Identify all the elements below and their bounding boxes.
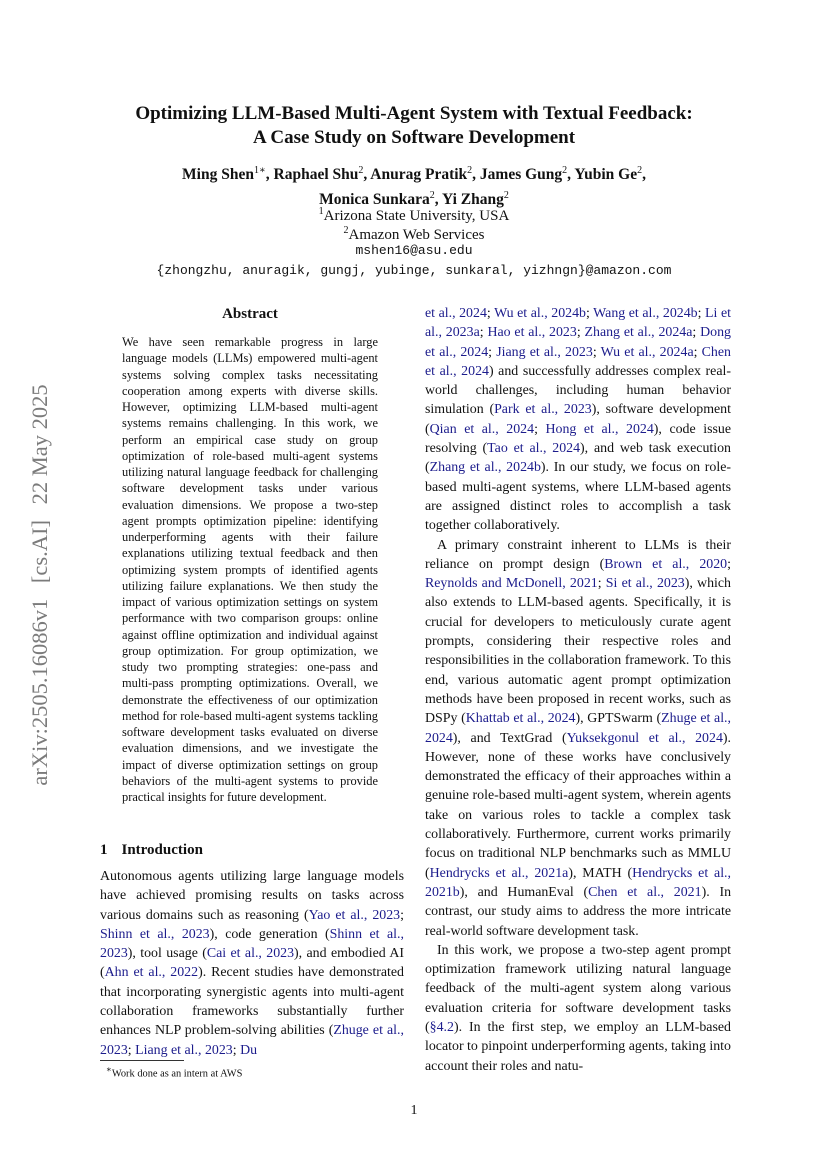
citation-link[interactable]: Yuksekgonul et al., 2024 xyxy=(566,730,723,746)
body-text: ; xyxy=(488,344,497,360)
body-text: ), tool usage ( xyxy=(127,946,207,962)
citation-link[interactable]: Wu et al., 2024a xyxy=(600,344,694,360)
abstract-body: We have seen remarkable progress in large language models (LLMs) empowered multi-agent systems solving complex tasks necessitating cooperation among experts with diverse skills. However, optimizing LLM-based multi-agent systems remains challenging. In this work, we perform an empirical case study on group optimization of role-based multi-agent systems utilizing natural language feedback for challenging software development tasks under various evaluation dimensions. We propose a two-step agent prompts optimization pipeline: identifying underperforming agents with their failure explanations utilizing textual feedback and then optimizing system prompts of identified agents utilizing failure explanations. We then study the impact of various optimization settings on system performance with two comparison groups: online against offline optimization and individual against group optimization. For group optimization, we study two prompting strategies: one-pass and multi-pass prompting optimizations. Overall, we demonstrate the effectiveness of our optimization method for role-based multi-agent systems tackling software development tasks evaluated on diverse evaluation dimensions, and we investigate the impact of diverse optimization settings on group behaviors of the multi-agent systems to provide practical insights for future development. xyxy=(122,335,378,804)
body-text: ), GPTSwarm ( xyxy=(575,711,662,727)
body-text: ; xyxy=(727,556,731,572)
author-name: Ming Shen xyxy=(182,166,254,184)
author-name: Monica Sunkara xyxy=(319,191,430,209)
page-number: 1 xyxy=(410,1103,418,1118)
body-text: ; xyxy=(127,1042,136,1058)
author-affil-mark: 2 xyxy=(429,190,435,202)
author-name: Yi Zhang xyxy=(441,191,504,209)
body-text: ), and web task execution ( xyxy=(425,441,731,476)
citation-link[interactable]: et al., 2024 xyxy=(425,306,487,321)
author-affil-mark: 2 xyxy=(637,165,643,176)
body-text: ; xyxy=(479,325,488,341)
citation-link[interactable]: Zhuge et al., 2024 xyxy=(425,711,731,746)
body-text: ), and HumanEval ( xyxy=(459,884,589,900)
section-number: 1 xyxy=(100,842,108,858)
citation-link[interactable]: Tao et al., 2024 xyxy=(487,441,581,457)
citation-link[interactable]: Hendrycks et al., 2021b xyxy=(425,865,731,900)
citation-link[interactable]: Shinn et al., 2023 xyxy=(100,926,404,962)
author-affil-mark: 2 xyxy=(503,190,509,202)
body-text: ; xyxy=(592,344,601,360)
citation-link[interactable]: Dong et al., 2024 xyxy=(425,325,731,360)
author-name: Raphael Shu xyxy=(273,166,359,184)
author-name: James Gung xyxy=(479,166,563,184)
affiliation-mark: 2 xyxy=(343,225,349,236)
citation-link[interactable]: Reynolds and McDonell, 2021 xyxy=(425,576,598,592)
body-text: ; xyxy=(232,1042,241,1058)
body-text: ). In the first step, we employ an LLM-based locator to pinpoint underperforming agents, taking into account their roles and natu- xyxy=(425,1019,731,1074)
author-line-2: Monica Sunkara$^2$, Yi Zhang$^2$ xyxy=(319,190,509,209)
citation-link[interactable]: Wang et al., 2024b xyxy=(593,306,698,321)
body-text: ; xyxy=(576,325,585,341)
body-text: ). Recent studies have demonstrated that incorporating synergistic agents into multi-agent collaboration frameworks substantially further enhances NLP problem-solving abilities ( xyxy=(100,965,404,1039)
affiliation-name: Arizona State University, USA xyxy=(323,208,510,224)
footnote-divider xyxy=(100,1060,184,1061)
author-affil-mark: 2 xyxy=(562,165,568,176)
citation-link[interactable]: Zhang et al., 2024a xyxy=(584,325,693,341)
paper-title xyxy=(60,102,768,150)
author-affil-mark: 1∗ xyxy=(253,165,266,176)
body-text: ), code issue resolving ( xyxy=(425,421,731,457)
intro-paragraph-2 xyxy=(425,536,731,941)
citation-link[interactable]: Cai et al., 2023 xyxy=(206,946,295,962)
abstract-heading: Abstract xyxy=(222,306,278,322)
arxiv-identifier xyxy=(26,305,54,865)
citation-link[interactable]: Si et al., 2023 xyxy=(605,576,685,592)
intro-right-column xyxy=(425,304,731,1076)
citation-link[interactable]: Wu et al., 2024b xyxy=(494,306,586,321)
footnote-text: Work done as an intern at AWS xyxy=(111,1068,243,1080)
citation-link[interactable]: Shinn et al., 2023 xyxy=(100,926,210,942)
section-heading-introduction xyxy=(100,842,203,859)
title-line-1: Optimizing LLM-Based Multi-Agent System with Textual Feedback: xyxy=(135,103,693,124)
author-affil-mark: 2 xyxy=(467,165,473,176)
citation-link[interactable]: Brown et al., 2020 xyxy=(604,556,728,572)
citation-link[interactable]: Yao et al., 2023 xyxy=(308,907,401,923)
citation-link[interactable]: Zhuge et al., 2023 xyxy=(100,1023,404,1058)
citation-link[interactable]: Jiang et al., 2023 xyxy=(496,344,593,360)
citation-link[interactable]: Chen et al., 2021 xyxy=(588,884,702,900)
body-text: A primary constraint inherent to LLMs is their reliance on prompt design ( xyxy=(425,537,731,572)
citation-link[interactable]: Li et al., 2023a xyxy=(425,306,731,341)
email-1: mshen16@asu.edu xyxy=(355,243,473,258)
body-text: In this work, we propose a two-step agent prompt optimization framework utilizing natural language feedback of the multi-agent system along various evaluation criteria for software development tasks ( xyxy=(425,942,731,1035)
email-2: {zhongzhu, anuragik, gungj, yubinge, sunkaral, yizhngn}@amazon.com xyxy=(156,263,672,278)
citation-link[interactable]: Hendrycks et al., 2021a xyxy=(429,865,569,881)
body-text: ), MATH ( xyxy=(568,865,633,881)
body-text: ), code generation ( xyxy=(209,926,330,942)
citation-link[interactable]: Chen et al., 2024 xyxy=(425,344,731,379)
citation-link[interactable]: Khattab et al., 2024 xyxy=(465,711,576,727)
body-text: ). In our study, we focus on role-based multi-agent systems, where LLM-based agents are assigned distinct roles to accomplish a task together collaboratively. xyxy=(425,460,731,534)
body-text: ; xyxy=(486,306,495,321)
affiliation-mark: 1 xyxy=(318,206,324,217)
section-reference-link[interactable]: §4.2 xyxy=(429,1019,454,1035)
body-text: ), software development ( xyxy=(425,402,731,437)
citation-link[interactable]: Zhang et al., 2024b xyxy=(429,460,541,476)
citation-link[interactable]: Hao et al., 2023 xyxy=(487,325,577,341)
intro-paragraph-3 xyxy=(425,941,731,1076)
citation-link[interactable]: Qian et al., 2024 xyxy=(429,421,535,437)
citation-link[interactable]: Liang et al., 2023 xyxy=(135,1042,233,1058)
section-title: Introduction xyxy=(121,842,203,858)
arxiv-id: arXiv:2505.16086v1 xyxy=(27,598,52,786)
author-name: Yubin Ge xyxy=(574,166,638,184)
body-text: ). However, none of these works have conclusively demonstrated the efficacy of their approaches within a genuine role-based multi-agent system, wherein agents take on various roles to tackle a complex task collaboratively. Furthermore, current works primarily focus on traditional NLP benchmarks such as MMLU ( xyxy=(425,730,732,881)
author-line-1: Ming Shen$^{1∗}$, Raphael Shu$^2$, Anurag Pratik$^2$, James Gung$^2$, Yubin Ge$^2$, xyxy=(182,165,646,184)
footnote-mark: ∗ xyxy=(106,1064,112,1074)
body-text: ; xyxy=(697,306,706,321)
body-text: ). In contrast, our study aims to address the more intricate real-world software development task. xyxy=(425,884,732,939)
footnote xyxy=(106,1063,242,1080)
body-text: ; xyxy=(597,576,606,592)
intro-left-paragraph xyxy=(100,867,404,1060)
citation-link[interactable]: Park et al., 2023 xyxy=(494,402,592,418)
body-text: ), and embodied AI ( xyxy=(100,946,404,981)
body-text: ; xyxy=(585,306,594,321)
affiliation-name: Amazon Web Services xyxy=(348,227,485,243)
body-text: ; xyxy=(534,421,546,437)
body-text: ; xyxy=(693,344,702,360)
author-name: Anurag Pratik xyxy=(370,166,468,184)
body-text: ) and successfully addresses complex real-world challenges, including human behavior simulation ( xyxy=(425,363,731,418)
citation-link[interactable]: Hong et al., 2024 xyxy=(545,421,654,437)
body-text: ), and TextGrad ( xyxy=(452,730,567,746)
arxiv-date: 22 May 2025 xyxy=(27,384,52,505)
citation-link[interactable]: Du xyxy=(240,1042,258,1058)
body-text: ; xyxy=(692,325,701,341)
title-line-2: A Case Study on Software Development xyxy=(252,127,576,148)
intro-paragraph-continued xyxy=(425,304,731,536)
body-text: ; xyxy=(400,907,404,923)
body-text: Autonomous agents utilizing large language models have achieved promising results on tasks across various domains such as reasoning ( xyxy=(100,869,404,923)
arxiv-category: [cs.AI] xyxy=(27,520,52,584)
body-text: ), which also extends to LLM-based agents. Specifically, it is crucial for developers to meticulously curate agent prompts, considering their respective roles and responsibilities in the collaboration framework. To this end, various automatic agent prompt optimization methods have been proposed in recent works, such as DSPy ( xyxy=(425,576,731,727)
citation-link[interactable]: Ahn et al., 2022 xyxy=(104,965,199,981)
author-affil-mark: 2 xyxy=(358,165,364,176)
